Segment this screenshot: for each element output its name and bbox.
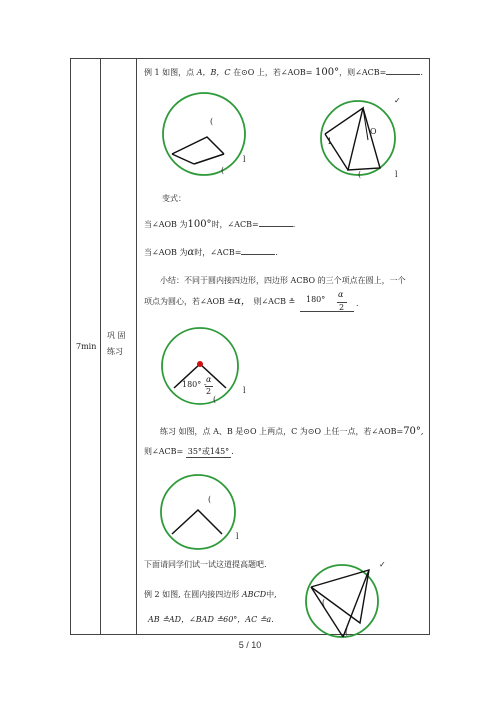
example2-line1: [144, 590, 277, 600]
summary-line2: [144, 297, 295, 307]
fig2-label-o: O: [370, 127, 377, 136]
fig1-label-l: l: [243, 155, 246, 164]
fig3-center-dot: [197, 361, 203, 367]
practice-line2-end: .: [231, 447, 234, 456]
fig3-frac-num: α: [206, 375, 212, 384]
summary-frac-num: α: [338, 290, 344, 299]
example1-value: 100°: [315, 67, 340, 78]
invite-text: 下面请同学们试一试这道提高题吧.: [144, 560, 267, 569]
fig3-angle-text: 180° -: [182, 380, 207, 389]
variant-line2-end: .: [275, 248, 278, 257]
variant-line1-blank: [259, 226, 293, 227]
summary-line1: 小结：不同于圆内接四边形，四边形 ACBO 的三个项点在圆上，一个: [160, 276, 406, 285]
example1-mid: 在⊙O 上，若∠AOB=: [233, 68, 313, 77]
section-label-line2: 练习: [107, 347, 123, 356]
variant-line2-a: 当∠AOB 为: [144, 248, 188, 257]
fig5-chord: [343, 570, 369, 637]
example1-text: [144, 68, 423, 78]
fig4-circle: [161, 475, 235, 549]
practice-answer: 35°或145°: [187, 447, 230, 456]
example2-prefix: 例 2 如图, 在圆内接四边形: [144, 590, 240, 599]
summary-180: 180°: [306, 295, 326, 304]
variant-line1-value: 100°: [187, 219, 212, 230]
fig2-label-1: 1: [327, 137, 333, 146]
variant-line2-value: α: [187, 247, 195, 258]
summary-frac-den: 2: [339, 303, 345, 312]
fig5-chord-2: [311, 587, 343, 637]
fig1-label-c: (: [221, 166, 225, 175]
practice-line1-end: ,: [420, 427, 424, 436]
fig4-angle: [172, 510, 222, 534]
practice-line1: [160, 427, 423, 437]
table-top-border: [70, 58, 430, 59]
time-label: 7min: [76, 342, 97, 351]
example1-prefix: 例 1 如图，点: [144, 68, 195, 77]
fig4-label-l: l: [236, 532, 239, 541]
variant-line2-b: 时，∠ACB=: [194, 248, 242, 257]
variant-title: 变式：: [162, 194, 186, 203]
fig3-label-l: l: [243, 386, 246, 395]
fig3-label-c: (: [213, 395, 217, 404]
table-col-divider-1: [100, 58, 101, 635]
summary-line2-b: 则∠ACB: [253, 297, 286, 306]
example2-quad: ABCD: [241, 590, 267, 599]
practice-line2: [144, 447, 234, 458]
fig1-arc-mark: (: [210, 117, 214, 126]
figure-5: [305, 565, 405, 645]
example2-conditions: AB ≗AD，∠BAD ≗60°，AC ≗a.: [148, 615, 274, 624]
example2-suffix: 中,: [266, 590, 277, 599]
example1-points: A，B，C: [196, 68, 231, 77]
fig2-polygon: [325, 108, 380, 170]
fig2-label-c: (: [358, 170, 362, 179]
fig1-angle-aob: [172, 137, 224, 154]
practice-line2-a: 则∠ACB=: [144, 447, 184, 456]
fig5-triangle: [311, 570, 369, 623]
fig5-tick-mark: ✓: [379, 560, 386, 569]
fig5-label-1: (: [322, 598, 326, 607]
example1-suffix: ，则∠ACB=: [339, 68, 387, 77]
fig1-circle: [163, 93, 245, 175]
table-col-divider-2: [136, 58, 137, 635]
variant-line2: [144, 248, 278, 258]
practice-value: 70°: [403, 426, 421, 437]
variant-line2-blank: [241, 254, 275, 255]
summary-formula: [300, 290, 354, 312]
summary-eq-1: ≗: [227, 297, 235, 306]
page-number: 5 / 10: [238, 640, 262, 650]
example1-answer-blank: [386, 74, 420, 75]
variant-line1-a: 当∠AOB 为: [144, 220, 188, 229]
fig2-tick-mark: ✓: [394, 96, 401, 105]
fig3-frac-den: 2: [206, 387, 212, 396]
fig2-label-l: l: [395, 170, 398, 179]
table-right-border: [429, 58, 430, 635]
figure-1: [162, 92, 262, 182]
summary-eq-2: ≗: [288, 297, 296, 306]
summary-line2-a: 项点为圆心，若∠AOB: [144, 297, 225, 306]
variant-line1-end: .: [292, 220, 296, 229]
section-label-line1: 巩 固: [107, 331, 126, 340]
summary-alpha: α，: [234, 296, 251, 307]
practice-line1-text: 练习 如图，点 A、B 是⊙O 上两点，C 为⊙O 上任一点，若∠AOB=: [160, 427, 404, 436]
variant-line1-b: 时，∠ACB=: [211, 220, 259, 229]
fig4-arc-mark: (: [208, 495, 212, 504]
fig3-angle-label: [182, 380, 207, 390]
summary-end: .: [356, 299, 359, 308]
figure-2: [320, 100, 420, 190]
figure-4: [158, 474, 258, 564]
fig1-chord-b: [194, 154, 224, 164]
example1-end: .: [420, 68, 423, 77]
fig5-label-c: (: [345, 628, 349, 637]
table-left-border: [70, 58, 71, 635]
variant-line1: [144, 220, 295, 230]
